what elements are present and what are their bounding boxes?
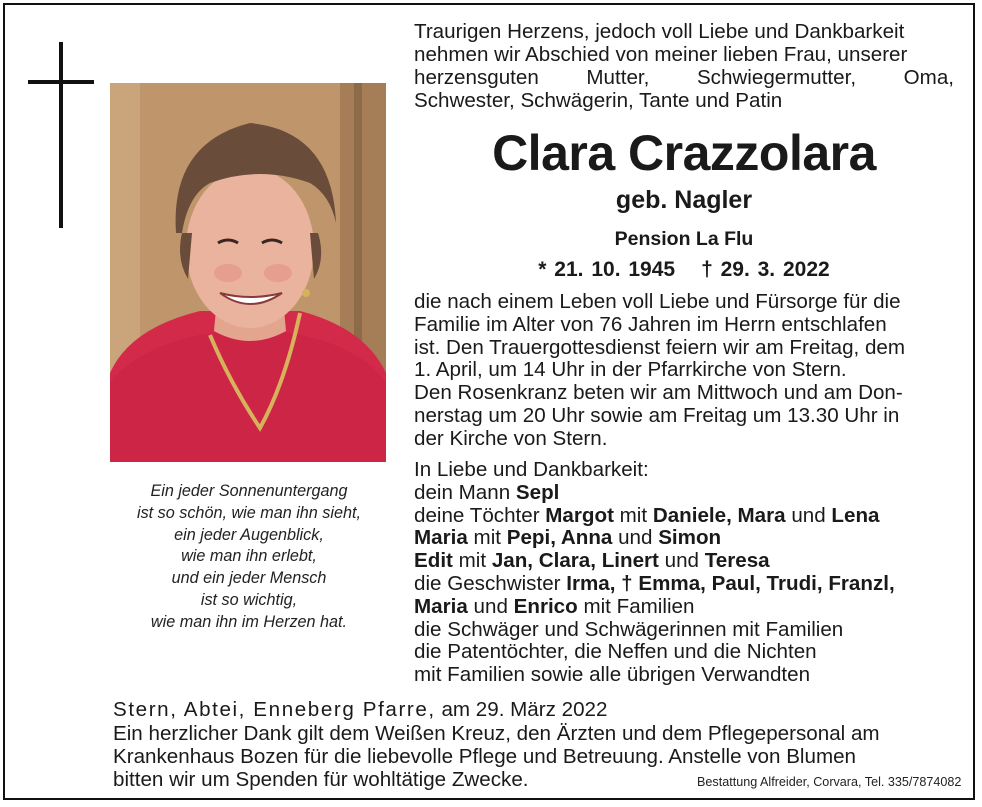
portrait-illustration [110, 83, 386, 462]
husband-name: Sepl [515, 480, 560, 504]
family-siblings-1 [414, 573, 959, 596]
maiden-name: geb. Nagler [615, 186, 753, 214]
family-husband [414, 482, 959, 505]
grandchildren-names: Pepi, Anna [506, 526, 613, 550]
poem [104, 481, 394, 634]
birth-date: * 21. 10. 1945 [538, 258, 676, 281]
poem-line: ein jeder Augenblick, [174, 525, 324, 544]
poem-line: wie man ihn erlebt, [181, 547, 317, 566]
daughter-name: Margot [545, 503, 614, 527]
connector: mit [452, 549, 492, 573]
intro-line: Traurigen Herzens, jedoch voll Liebe und Dankbarkeit [414, 20, 905, 43]
body-line: Den Rosenkranz beten wir am Mittwoch und am Don- [414, 381, 903, 405]
notice-date: am 29. März 2022 [435, 698, 608, 721]
family-daughter-1 [414, 505, 959, 528]
grandchild-name: Lena [831, 503, 880, 527]
life-dates [414, 256, 954, 284]
family-daughter-2 [414, 527, 959, 550]
siblings-prefix: die Geschwister [414, 571, 567, 595]
connector: und [612, 526, 659, 550]
family-siblings-2 [414, 596, 959, 619]
family-relatives: mit Familien sowie alle übrigen Verwandten [414, 663, 811, 687]
family-godchildren: die Patentöchter, die Neffen und die Nichten [414, 640, 817, 664]
portrait-photo [110, 83, 386, 462]
connector: mit [613, 503, 653, 527]
connector: mit [467, 526, 507, 550]
poem-line: wie man ihn im Herzen hat. [150, 612, 348, 631]
thanks-line: bitten wir um Spenden für wohltätige Zwecke. [113, 768, 529, 791]
death-date: † 29. 3. 2022 [701, 258, 830, 281]
intro-text [414, 20, 954, 112]
husband-prefix: dein Mann [414, 480, 516, 504]
sibling-name: Maria [414, 594, 468, 618]
family-daughter-3 [414, 550, 959, 573]
poem-line: Ein jeder Sonnenuntergang [150, 482, 348, 500]
grandchildren-names: Daniele, Mara [652, 503, 786, 527]
funeral-details [414, 291, 954, 451]
cross-horizontal-bar [28, 80, 94, 84]
body-line: nerstag um 20 Uhr sowie am Freitag um 13.30 Uhr in [414, 403, 900, 427]
location-towns: Stern, Abtei, Enneberg Pfarre, [113, 698, 436, 721]
deceased-name: Clara Crazzolara [492, 125, 876, 181]
connector: und [467, 594, 514, 618]
intro-line: herzensguten Mutter, Schwiegermutter, Oma, [414, 66, 954, 89]
family-list [414, 459, 959, 687]
intro-line: nehmen wir Abschied von meiner lieben Frau, unserer [414, 43, 908, 66]
undertaker-credit: Bestattung Alfreider, Corvara, Tel. 335/7874082 [697, 775, 962, 789]
intro-line: Schwester, Schwägerin, Tante und Patin [414, 89, 783, 112]
cross-vertical-bar [59, 42, 63, 228]
family-inlaws: die Schwäger und Schwägerinnen mit Familien [414, 617, 844, 641]
body-line: Familie im Alter von 76 Jahren im Herrn entschlafen [414, 312, 887, 336]
connector: und [785, 503, 832, 527]
poem-line: und ein jeder Mensch [171, 569, 327, 588]
grandchildren-names: Jan, Clara, Linert [491, 549, 659, 573]
siblings-suffix: mit Familien [577, 594, 695, 618]
residence: Pension La Flu [614, 228, 754, 250]
daughters-prefix: deine Töchter [414, 503, 546, 527]
location-date [113, 698, 607, 722]
daughter-name: Maria [414, 526, 468, 550]
body-line: ist. Den Trauergottesdienst feiern wir am Freitag, dem [414, 335, 906, 359]
body-line: die nach einem Leben voll Liebe und Fürsorge für die [414, 290, 901, 313]
thanks-line: Krankenhaus Bozen für die liebevolle Pflege und Betreuung. Anstelle von Blumen [113, 745, 857, 768]
poem-line: ist so schön, wie man ihn sieht, [136, 503, 362, 522]
body-line: der Kirche von Stern. [414, 426, 608, 450]
sibling-names: Irma, † Emma, Paul, Trudi, Franzl, [566, 571, 895, 595]
sibling-name: Enrico [513, 594, 578, 618]
connector: und [658, 549, 705, 573]
body-line: 1. April, um 14 Uhr in der Pfarrkirche von Stern. [414, 358, 847, 382]
grandchild-name: Simon [658, 526, 722, 550]
poem-line: ist so wichtig, [200, 590, 298, 609]
grandchild-name: Teresa [704, 549, 770, 573]
daughter-name: Edit [414, 549, 453, 573]
family-intro: In Liebe und Dankbarkeit: [414, 458, 649, 481]
thanks-line: Ein herzlicher Dank gilt dem Weißen Kreuz, den Ärzten und dem Pflegepersonal am [113, 722, 880, 745]
